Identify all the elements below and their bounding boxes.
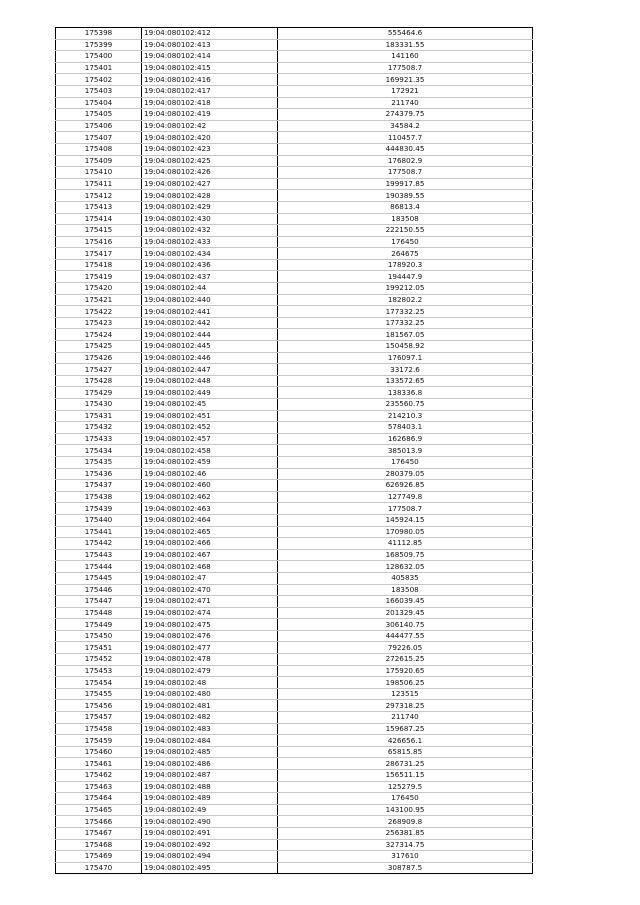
timestamp-cell: 19:04:080102:457 <box>142 433 278 445</box>
table-row <box>56 74 533 86</box>
timestamp-cell: 19:04:080102:434 <box>142 248 278 260</box>
id-cell: 175466 <box>56 816 142 828</box>
timestamp-cell: 19:04:080102:46 <box>142 468 278 480</box>
table-row <box>56 793 533 805</box>
timestamp-cell: 19:04:080102:466 <box>142 538 278 550</box>
timestamp-cell: 19:04:080102:437 <box>142 271 278 283</box>
table-row <box>56 781 533 793</box>
value-cell: 181567.05 <box>278 329 533 341</box>
timestamp-cell: 19:04:080102:417 <box>142 85 278 97</box>
table-row <box>56 607 533 619</box>
data-table <box>55 27 533 874</box>
value-cell: 41112.85 <box>278 538 533 550</box>
table-row <box>56 132 533 144</box>
timestamp-cell: 19:04:080102:413 <box>142 39 278 51</box>
table-row <box>56 851 533 863</box>
timestamp-cell: 19:04:080102:447 <box>142 364 278 376</box>
timestamp-cell: 19:04:080102:448 <box>142 375 278 387</box>
value-cell: 176450 <box>278 456 533 468</box>
value-cell: 327314.75 <box>278 839 533 851</box>
id-cell: 175437 <box>56 480 142 492</box>
id-cell: 175457 <box>56 712 142 724</box>
value-cell: 201329.45 <box>278 607 533 619</box>
table-row <box>56 364 533 376</box>
value-cell: 177508.7 <box>278 503 533 515</box>
table-row <box>56 341 533 353</box>
table-row <box>56 352 533 364</box>
timestamp-cell: 19:04:080102:42 <box>142 120 278 132</box>
value-cell: 127749.8 <box>278 491 533 503</box>
timestamp-cell: 19:04:080102:441 <box>142 306 278 318</box>
timestamp-cell: 19:04:080102:486 <box>142 758 278 770</box>
timestamp-cell: 19:04:080102:45 <box>142 399 278 411</box>
timestamp-cell: 19:04:080102:412 <box>142 28 278 40</box>
value-cell: 168509.75 <box>278 549 533 561</box>
value-cell: 65815.85 <box>278 746 533 758</box>
value-cell: 143100.95 <box>278 804 533 816</box>
table-row <box>56 770 533 782</box>
table-row <box>56 329 533 341</box>
table-row <box>56 109 533 121</box>
table-row <box>56 642 533 654</box>
id-cell: 175416 <box>56 236 142 248</box>
value-cell: 214210.3 <box>278 410 533 422</box>
timestamp-cell: 19:04:080102:465 <box>142 526 278 538</box>
id-cell: 175469 <box>56 851 142 863</box>
table-row <box>56 167 533 179</box>
timestamp-cell: 19:04:080102:430 <box>142 213 278 225</box>
value-cell: 34584.2 <box>278 120 533 132</box>
id-cell: 175443 <box>56 549 142 561</box>
table-row <box>56 143 533 155</box>
table-row <box>56 97 533 109</box>
id-cell: 175432 <box>56 422 142 434</box>
timestamp-cell: 19:04:080102:48 <box>142 677 278 689</box>
timestamp-cell: 19:04:080102:451 <box>142 410 278 422</box>
value-cell: 177508.7 <box>278 62 533 74</box>
id-cell: 175425 <box>56 341 142 353</box>
id-cell: 175454 <box>56 677 142 689</box>
table-row <box>56 317 533 329</box>
timestamp-cell: 19:04:080102:418 <box>142 97 278 109</box>
timestamp-cell: 19:04:080102:49 <box>142 804 278 816</box>
id-cell: 175444 <box>56 561 142 573</box>
timestamp-cell: 19:04:080102:467 <box>142 549 278 561</box>
value-cell: 183508 <box>278 584 533 596</box>
value-cell: 405835 <box>278 572 533 584</box>
table-row <box>56 213 533 225</box>
id-cell: 175402 <box>56 74 142 86</box>
timestamp-cell: 19:04:080102:452 <box>142 422 278 434</box>
id-cell: 175462 <box>56 770 142 782</box>
value-cell: 385013.9 <box>278 445 533 457</box>
timestamp-cell: 19:04:080102:446 <box>142 352 278 364</box>
table-row <box>56 688 533 700</box>
timestamp-cell: 19:04:080102:459 <box>142 456 278 468</box>
timestamp-cell: 19:04:080102:463 <box>142 503 278 515</box>
value-cell: 211740 <box>278 712 533 724</box>
timestamp-cell: 19:04:080102:485 <box>142 746 278 758</box>
table-row <box>56 561 533 573</box>
timestamp-cell: 19:04:080102:419 <box>142 109 278 121</box>
timestamp-cell: 19:04:080102:428 <box>142 190 278 202</box>
id-cell: 175429 <box>56 387 142 399</box>
id-cell: 175433 <box>56 433 142 445</box>
id-cell: 175465 <box>56 804 142 816</box>
id-cell: 175453 <box>56 665 142 677</box>
table-row <box>56 665 533 677</box>
timestamp-cell: 19:04:080102:491 <box>142 827 278 839</box>
table-row <box>56 445 533 457</box>
id-cell: 175418 <box>56 259 142 271</box>
value-cell: 141160 <box>278 51 533 63</box>
id-cell: 175467 <box>56 827 142 839</box>
table-row <box>56 248 533 260</box>
value-cell: 176802.9 <box>278 155 533 167</box>
table-row <box>56 514 533 526</box>
table-row <box>56 410 533 422</box>
timestamp-cell: 19:04:080102:489 <box>142 793 278 805</box>
id-cell: 175421 <box>56 294 142 306</box>
id-cell: 175413 <box>56 201 142 213</box>
table-row <box>56 735 533 747</box>
id-cell: 175400 <box>56 51 142 63</box>
value-cell: 183331.55 <box>278 39 533 51</box>
id-cell: 175409 <box>56 155 142 167</box>
value-cell: 194447.9 <box>278 271 533 283</box>
timestamp-cell: 19:04:080102:487 <box>142 770 278 782</box>
table-row <box>56 51 533 63</box>
value-cell: 256381.85 <box>278 827 533 839</box>
table-row <box>56 572 533 584</box>
value-cell: 444477.55 <box>278 630 533 642</box>
id-cell: 175411 <box>56 178 142 190</box>
timestamp-cell: 19:04:080102:442 <box>142 317 278 329</box>
value-cell: 190389.55 <box>278 190 533 202</box>
value-cell: 555464.6 <box>278 28 533 40</box>
table-row <box>56 433 533 445</box>
table-row <box>56 758 533 770</box>
id-cell: 175455 <box>56 688 142 700</box>
table-row <box>56 259 533 271</box>
id-cell: 175451 <box>56 642 142 654</box>
table-row <box>56 62 533 74</box>
id-cell: 175430 <box>56 399 142 411</box>
timestamp-cell: 19:04:080102:482 <box>142 712 278 724</box>
timestamp-cell: 19:04:080102:470 <box>142 584 278 596</box>
id-cell: 175424 <box>56 329 142 341</box>
id-cell: 175456 <box>56 700 142 712</box>
timestamp-cell: 19:04:080102:445 <box>142 341 278 353</box>
table-row <box>56 225 533 237</box>
timestamp-cell: 19:04:080102:460 <box>142 480 278 492</box>
id-cell: 175401 <box>56 62 142 74</box>
table-row <box>56 190 533 202</box>
id-cell: 175464 <box>56 793 142 805</box>
id-cell: 175436 <box>56 468 142 480</box>
timestamp-cell: 19:04:080102:462 <box>142 491 278 503</box>
table-row <box>56 85 533 97</box>
timestamp-cell: 19:04:080102:449 <box>142 387 278 399</box>
table-row <box>56 654 533 666</box>
value-cell: 170980.05 <box>278 526 533 538</box>
timestamp-cell: 19:04:080102:478 <box>142 654 278 666</box>
value-cell: 138336.8 <box>278 387 533 399</box>
id-cell: 175431 <box>56 410 142 422</box>
id-cell: 175463 <box>56 781 142 793</box>
timestamp-cell: 19:04:080102:416 <box>142 74 278 86</box>
id-cell: 175461 <box>56 758 142 770</box>
id-cell: 175450 <box>56 630 142 642</box>
value-cell: 177332.25 <box>278 306 533 318</box>
id-cell: 175468 <box>56 839 142 851</box>
value-cell: 145924.15 <box>278 514 533 526</box>
id-cell: 175427 <box>56 364 142 376</box>
table-row <box>56 538 533 550</box>
timestamp-cell: 19:04:080102:425 <box>142 155 278 167</box>
timestamp-cell: 19:04:080102:479 <box>142 665 278 677</box>
table-row <box>56 178 533 190</box>
value-cell: 578403.1 <box>278 422 533 434</box>
timestamp-cell: 19:04:080102:480 <box>142 688 278 700</box>
timestamp-cell: 19:04:080102:483 <box>142 723 278 735</box>
timestamp-cell: 19:04:080102:444 <box>142 329 278 341</box>
timestamp-cell: 19:04:080102:471 <box>142 596 278 608</box>
table-row <box>56 584 533 596</box>
id-cell: 175417 <box>56 248 142 260</box>
value-cell: 175920.65 <box>278 665 533 677</box>
id-cell: 175398 <box>56 28 142 40</box>
table-row <box>56 39 533 51</box>
id-cell: 175414 <box>56 213 142 225</box>
table-row <box>56 549 533 561</box>
id-cell: 175403 <box>56 85 142 97</box>
id-cell: 175440 <box>56 514 142 526</box>
value-cell: 128632.05 <box>278 561 533 573</box>
value-cell: 79226.05 <box>278 642 533 654</box>
value-cell: 182802.2 <box>278 294 533 306</box>
value-cell: 308787.5 <box>278 862 533 874</box>
value-cell: 317610 <box>278 851 533 863</box>
id-cell: 175438 <box>56 491 142 503</box>
id-cell: 175408 <box>56 143 142 155</box>
value-cell: 178920.3 <box>278 259 533 271</box>
id-cell: 175419 <box>56 271 142 283</box>
id-cell: 175410 <box>56 167 142 179</box>
value-cell: 177508.7 <box>278 167 533 179</box>
table-row <box>56 155 533 167</box>
id-cell: 175439 <box>56 503 142 515</box>
table-body <box>56 28 533 874</box>
timestamp-cell: 19:04:080102:420 <box>142 132 278 144</box>
table-row <box>56 677 533 689</box>
timestamp-cell: 19:04:080102:432 <box>142 225 278 237</box>
table-row <box>56 827 533 839</box>
id-cell: 175399 <box>56 39 142 51</box>
timestamp-cell: 19:04:080102:492 <box>142 839 278 851</box>
value-cell: 166039.45 <box>278 596 533 608</box>
id-cell: 175422 <box>56 306 142 318</box>
table-row <box>56 236 533 248</box>
id-cell: 175434 <box>56 445 142 457</box>
value-cell: 176097.1 <box>278 352 533 364</box>
table-row <box>56 712 533 724</box>
timestamp-cell: 19:04:080102:477 <box>142 642 278 654</box>
table-row <box>56 526 533 538</box>
timestamp-cell: 19:04:080102:458 <box>142 445 278 457</box>
value-cell: 426656.1 <box>278 735 533 747</box>
value-cell: 444830.45 <box>278 143 533 155</box>
value-cell: 211740 <box>278 97 533 109</box>
value-cell: 150458.92 <box>278 341 533 353</box>
id-cell: 175470 <box>56 862 142 874</box>
value-cell: 133572.65 <box>278 375 533 387</box>
value-cell: 280379.05 <box>278 468 533 480</box>
table-row <box>56 491 533 503</box>
value-cell: 264675 <box>278 248 533 260</box>
value-cell: 86813.4 <box>278 201 533 213</box>
value-cell: 274379.75 <box>278 109 533 121</box>
timestamp-cell: 19:04:080102:440 <box>142 294 278 306</box>
timestamp-cell: 19:04:080102:427 <box>142 178 278 190</box>
table-row <box>56 480 533 492</box>
timestamp-cell: 19:04:080102:488 <box>142 781 278 793</box>
value-cell: 198506.25 <box>278 677 533 689</box>
timestamp-cell: 19:04:080102:481 <box>142 700 278 712</box>
id-cell: 175442 <box>56 538 142 550</box>
id-cell: 175452 <box>56 654 142 666</box>
value-cell: 199212.05 <box>278 283 533 295</box>
id-cell: 175404 <box>56 97 142 109</box>
id-cell: 175412 <box>56 190 142 202</box>
id-cell: 175460 <box>56 746 142 758</box>
table-row <box>56 468 533 480</box>
timestamp-cell: 19:04:080102:414 <box>142 51 278 63</box>
value-cell: 286731.25 <box>278 758 533 770</box>
id-cell: 175405 <box>56 109 142 121</box>
timestamp-cell: 19:04:080102:494 <box>142 851 278 863</box>
table-row <box>56 630 533 642</box>
table-row <box>56 503 533 515</box>
value-cell: 176450 <box>278 793 533 805</box>
id-cell: 175415 <box>56 225 142 237</box>
table-row <box>56 746 533 758</box>
table-row <box>56 862 533 874</box>
table-row <box>56 804 533 816</box>
value-cell: 159687.25 <box>278 723 533 735</box>
id-cell: 175458 <box>56 723 142 735</box>
value-cell: 268909.8 <box>278 816 533 828</box>
table-row <box>56 387 533 399</box>
value-cell: 172921 <box>278 85 533 97</box>
table-row <box>56 422 533 434</box>
value-cell: 123515 <box>278 688 533 700</box>
value-cell: 169921.35 <box>278 74 533 86</box>
value-cell: 306140.75 <box>278 619 533 631</box>
id-cell: 175423 <box>56 317 142 329</box>
id-cell: 175426 <box>56 352 142 364</box>
timestamp-cell: 19:04:080102:476 <box>142 630 278 642</box>
value-cell: 222150.55 <box>278 225 533 237</box>
table-row <box>56 271 533 283</box>
timestamp-cell: 19:04:080102:464 <box>142 514 278 526</box>
value-cell: 33172.6 <box>278 364 533 376</box>
id-cell: 175428 <box>56 375 142 387</box>
id-cell: 175448 <box>56 607 142 619</box>
id-cell: 175449 <box>56 619 142 631</box>
table-row <box>56 283 533 295</box>
value-cell: 297318.25 <box>278 700 533 712</box>
timestamp-cell: 19:04:080102:415 <box>142 62 278 74</box>
table-row <box>56 596 533 608</box>
timestamp-cell: 19:04:080102:433 <box>142 236 278 248</box>
value-cell: 199917.85 <box>278 178 533 190</box>
value-cell: 235560.75 <box>278 399 533 411</box>
id-cell: 175407 <box>56 132 142 144</box>
id-cell: 175420 <box>56 283 142 295</box>
table-row <box>56 839 533 851</box>
table-row <box>56 723 533 735</box>
timestamp-cell: 19:04:080102:436 <box>142 259 278 271</box>
value-cell: 110457.7 <box>278 132 533 144</box>
timestamp-cell: 19:04:080102:44 <box>142 283 278 295</box>
id-cell: 175441 <box>56 526 142 538</box>
timestamp-cell: 19:04:080102:495 <box>142 862 278 874</box>
timestamp-cell: 19:04:080102:426 <box>142 167 278 179</box>
id-cell: 175459 <box>56 735 142 747</box>
table-row <box>56 399 533 411</box>
id-cell: 175406 <box>56 120 142 132</box>
timestamp-cell: 19:04:080102:484 <box>142 735 278 747</box>
table-row <box>56 120 533 132</box>
value-cell: 626926.85 <box>278 480 533 492</box>
id-cell: 175446 <box>56 584 142 596</box>
table-row <box>56 201 533 213</box>
table-row <box>56 700 533 712</box>
table-row <box>56 28 533 40</box>
id-cell: 175445 <box>56 572 142 584</box>
value-cell: 272615.25 <box>278 654 533 666</box>
id-cell: 175435 <box>56 456 142 468</box>
value-cell: 177332.25 <box>278 317 533 329</box>
table-row <box>56 456 533 468</box>
timestamp-cell: 19:04:080102:429 <box>142 201 278 213</box>
value-cell: 176450 <box>278 236 533 248</box>
table-row <box>56 375 533 387</box>
timestamp-cell: 19:04:080102:423 <box>142 143 278 155</box>
value-cell: 183508 <box>278 213 533 225</box>
timestamp-cell: 19:04:080102:475 <box>142 619 278 631</box>
value-cell: 162686.9 <box>278 433 533 445</box>
id-cell: 175447 <box>56 596 142 608</box>
timestamp-cell: 19:04:080102:47 <box>142 572 278 584</box>
timestamp-cell: 19:04:080102:468 <box>142 561 278 573</box>
table-row <box>56 619 533 631</box>
value-cell: 156511.15 <box>278 770 533 782</box>
value-cell: 125279.5 <box>278 781 533 793</box>
timestamp-cell: 19:04:080102:490 <box>142 816 278 828</box>
table-row <box>56 816 533 828</box>
timestamp-cell: 19:04:080102:474 <box>142 607 278 619</box>
table-row <box>56 294 533 306</box>
table-row <box>56 306 533 318</box>
